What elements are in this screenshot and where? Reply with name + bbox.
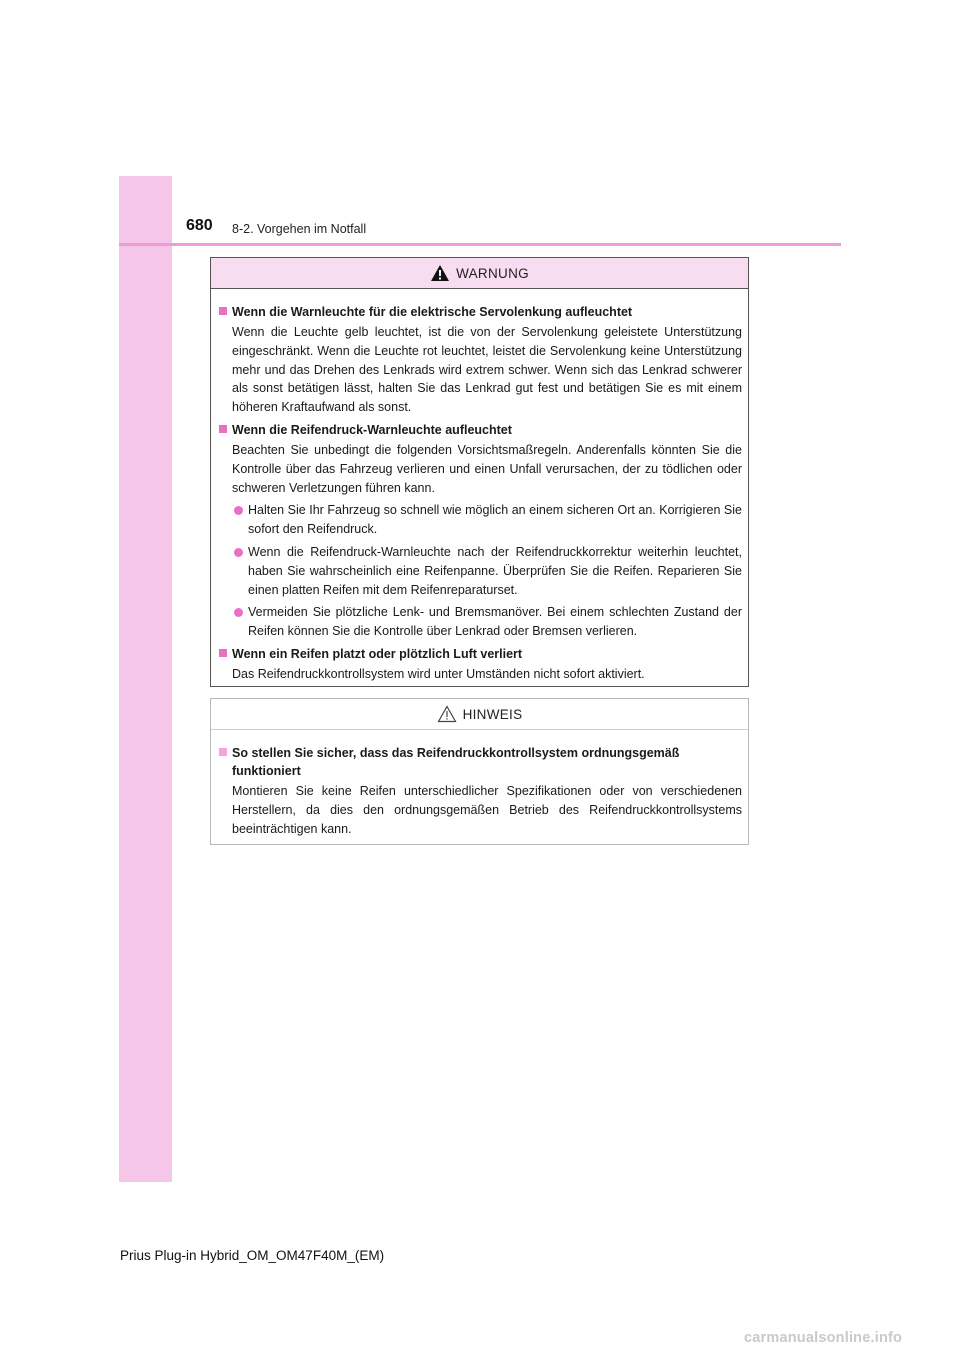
square-bullet-icon [219, 748, 227, 756]
warning-text-tire-burst: Das Reifendruckkontrollsystem wird unter Umständen nicht sofort aktiviert. [232, 666, 645, 681]
warning-triangle-icon [430, 264, 450, 282]
warning-heading-steering: Wenn die Warnleuchte für die elektrische Servolenkung aufleuchtet [219, 303, 742, 321]
caution-triangle-icon [437, 705, 457, 723]
header-rule [119, 243, 841, 246]
note-text-tpms: Montieren Sie keine Reifen unterschiedlicher Spezifikationen oder von verschiedenen Herstellern, da dies den ordnungsgemäßen Betrieb des Reifendruckkontrollsystems beeinträchtigen kann. [232, 784, 742, 836]
warning-heading-tire-pressure: Wenn die Reifendruck-Warnleuchte aufleuchtet [219, 421, 742, 439]
circle-bullet-icon [234, 608, 243, 617]
square-bullet-icon [219, 307, 227, 315]
list-item: Vermeiden Sie plötzliche Lenk- und Bremsmanöver. Bei einem schlechten Zustand der Reifen können Sie die Kontrolle über Lenkrad oder Bremsen verlieren. [219, 603, 742, 641]
side-color-band [119, 176, 172, 1182]
warning-text-steering: Wenn die Leuchte gelb leuchtet, ist die von der Servolenkung geleistete Unterstützung eingeschränkt. Wenn die Leuchte rot leuchtet, leistet die Servolenkung keine Unterstützung mehr und das Drehen des Lenkrads wird extrem schwer. Wenn sich das Lenkrad schwerer als sonst betätigen lässt, halten Sie das Lenkrad gut fest und betätigen Sie es mit einem höheren Kraftaufwand als sonst. [232, 325, 742, 415]
note-title: HINWEIS [462, 706, 523, 722]
watermark: carmanualsonline.info [744, 1330, 903, 1346]
note-box [210, 698, 749, 845]
footer-doc-id: Prius Plug-in Hybrid_OM_OM47F40M_(EM) [120, 1248, 385, 1263]
square-bullet-icon [219, 649, 227, 657]
circle-bullet-icon [234, 548, 243, 557]
list-item: Halten Sie Ihr Fahrzeug so schnell wie möglich an einem sicheren Ort an. Korrigieren Sie sofort den Reifendruck. [219, 501, 742, 539]
warning-title: WARNUNG [456, 265, 529, 281]
warning-header [211, 258, 748, 289]
note-header [211, 699, 748, 730]
square-bullet-icon [219, 425, 227, 433]
warning-heading-tire-burst: Wenn ein Reifen platzt oder plötzlich Luft verliert [219, 645, 742, 663]
note-body [211, 730, 748, 838]
list-item: Wenn die Reifendruck-Warnleuchte nach der Reifendruckkorrektur weiterhin leuchtet, haben Sie wahrscheinlich eine Reifenpanne. Überprüfen Sie die Reifen. Reparieren Sie einen platten Reifen mit dem Reifenreparaturset. [219, 543, 742, 599]
warning-body [211, 289, 748, 684]
circle-bullet-icon [234, 506, 243, 515]
page-number: 680 [186, 217, 213, 234]
warning-text-tire-pressure: Beachten Sie unbedingt die folgenden Vorsichtsmaßregeln. Anderenfalls könnten Sie die Kontrolle über das Fahrzeug verlieren und einen Unfall verursachen, der zu tödlichen oder schweren Verletzungen führen kann. [232, 442, 742, 495]
section-title: 8-2. Vorgehen im Notfall [232, 222, 367, 236]
warning-box [210, 257, 749, 687]
note-heading-tpms: So stellen Sie sicher, dass das Reifendruckkontrollsystem ordnungsgemäß funktioniert [219, 744, 742, 780]
